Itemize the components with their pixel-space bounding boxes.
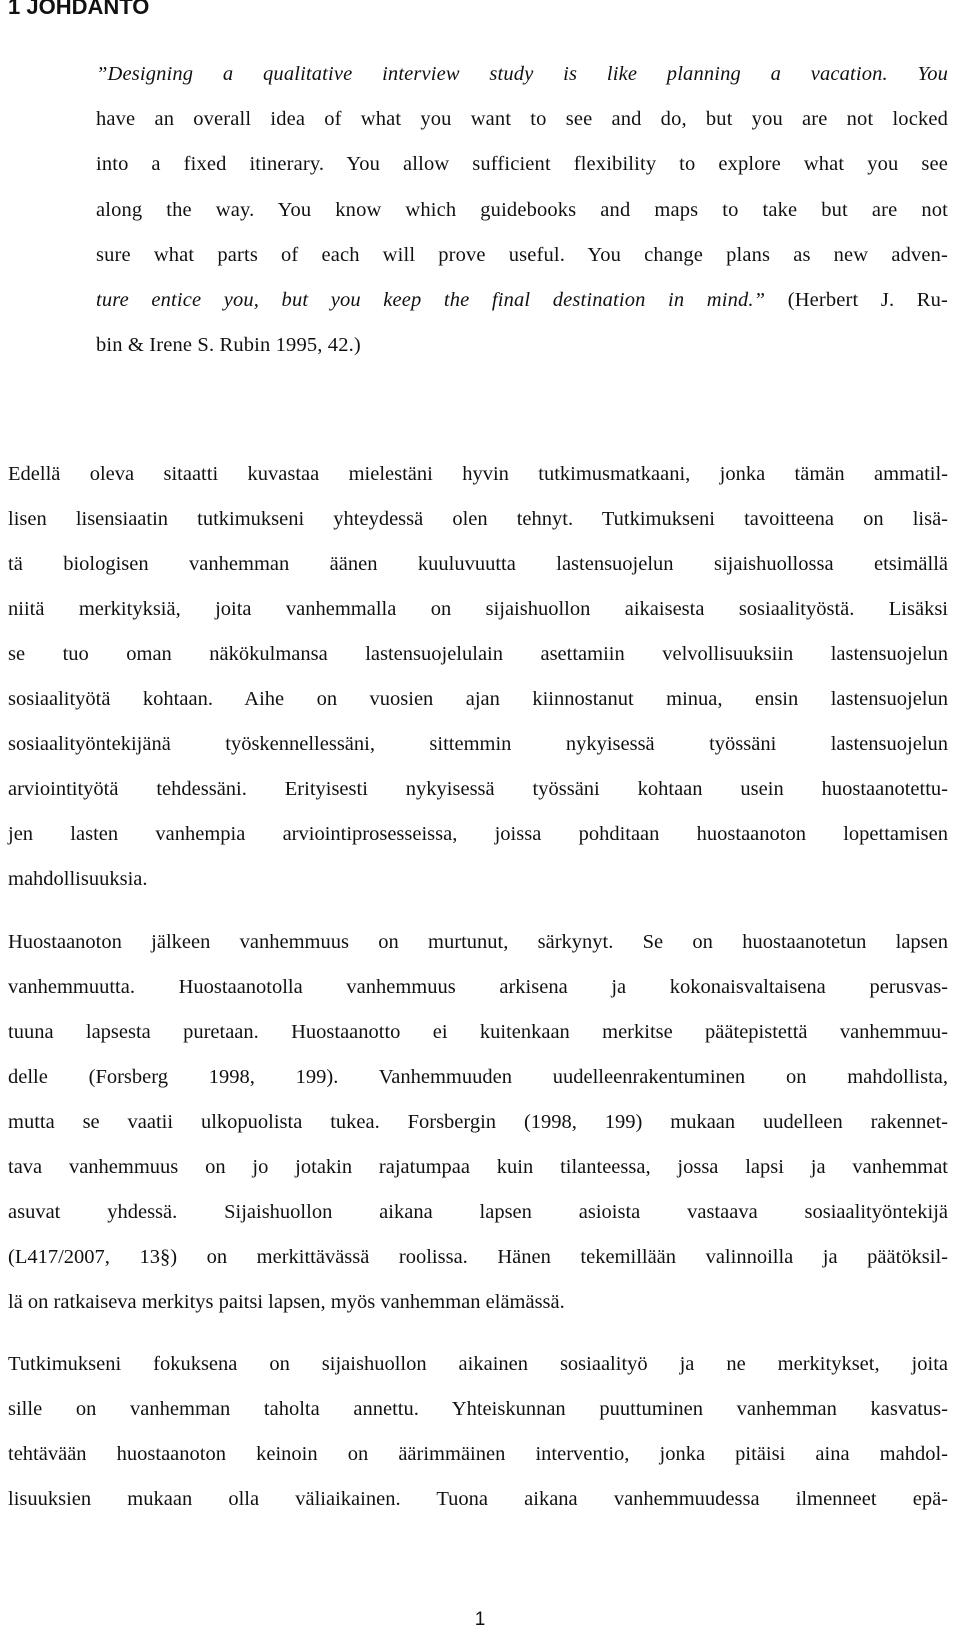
- paragraph-line: Huostaanoton jälkeen vanhemmuus on murtunut, särkynyt. Se on huostaanotetun lapsen: [8, 931, 948, 953]
- quote-text: sure what parts of each will prove useful. You change plans as new adven-: [96, 244, 948, 266]
- paragraph-line: asuvat yhdessä. Sijaishuollon aikana lapsen asioista vastaava sosiaalityöntekijä: [8, 1201, 948, 1223]
- quote-line: [96, 62, 948, 86]
- quote-text: bin & Irene S. Rubin 1995, 42.): [96, 334, 361, 356]
- paragraph-line: lä on ratkaiseva merkitys paitsi lapsen, myös vanhemman elämässä.: [8, 1291, 565, 1313]
- chapter-heading: 1 JOHDANTO: [8, 0, 150, 19]
- page-number: 1: [474, 1609, 486, 1630]
- paragraph-line: (L417/2007, 13§) on merkittävässä roolissa. Hänen tekemillään valinnoilla ja päätöksil-: [8, 1246, 948, 1268]
- quote-italic-text: ture entice you, but you keep the final destination in mind.”: [96, 289, 766, 311]
- paragraph-line: tä biologisen vanhemman äänen kuuluvuutta lastensuojelun sijaishuollossa etsimällä: [8, 553, 948, 575]
- paragraph-line: se tuo oman näkökulmansa lastensuojelulain asettamiin velvollisuuksiin lastensuojelun: [8, 643, 948, 665]
- paragraph-line: sille on vanhemman taholta annettu. Yhteiskunnan puuttuminen vanhemman kasvatus-: [8, 1398, 948, 1420]
- quote-italic-text: ”Designing a qualitative interview study is like planning a vacation. You: [96, 63, 948, 85]
- paragraph-line: tehtävään huostaanoton keinoin on äärimmäinen interventio, jonka pitäisi aina mahdol-: [8, 1443, 948, 1465]
- paragraph-line: niitä merkityksiä, joita vanhemmalla on sijaishuollon aikaisesta sosiaalityöstä. Lisäksi: [8, 598, 948, 620]
- paragraph-line: sosiaalityötä kohtaan. Aihe on vuosien ajan kiinnostanut minua, ensin lastensuojelun: [8, 688, 948, 710]
- quote-line: [96, 333, 948, 357]
- paragraph-line: delle (Forsberg 1998, 199). Vanhemmuuden uudelleenrakentuminen on mahdollista,: [8, 1066, 948, 1088]
- paragraph-line: Edellä oleva sitaatti kuvastaa mielestäni hyvin tutkimusmatkaani, jonka tämän ammatil-: [8, 463, 948, 485]
- paragraph-line: arviointityötä tehdessäni. Erityisesti nykyisessä työssäni kohtaan usein huostaanotettu-: [8, 778, 948, 800]
- paragraph-line: vanhemmuutta. Huostaanotolla vanhemmuus arkisena ja kokonaisvaltaisena perusvas-: [8, 976, 948, 998]
- paragraph-line: Tutkimukseni fokuksena on sijaishuollon aikainen sosiaalityö ja ne merkitykset, joita: [8, 1353, 948, 1375]
- quote-text: into a fixed itinerary. You allow sufficient flexibility to explore what you see: [96, 153, 948, 175]
- paragraph-line: lisen lisensiaatin tutkimukseni yhteydessä olen tehnyt. Tutkimukseni tavoitteena on lisä-: [8, 508, 948, 530]
- paragraph-line: mahdollisuuksia.: [8, 868, 148, 890]
- paragraph-line: sosiaalityöntekijänä työskennellessäni, sittemmin nykyisessä työssäni lastensuojelun: [8, 733, 948, 755]
- quote-line: [96, 152, 948, 176]
- quote-line: [96, 243, 948, 267]
- quote-text: (Herbert J. Ru-: [765, 289, 948, 311]
- paragraph-line: mutta se vaatii ulkopuolista tukea. Forsbergin (1998, 199) mukaan uudelleen rakennet-: [8, 1111, 948, 1133]
- quote-line: [96, 288, 948, 312]
- quote-line: [96, 107, 948, 131]
- paragraph-line: lisuuksien mukaan olla väliaikainen. Tuona aikana vanhemmuudessa ilmenneet epä-: [8, 1488, 948, 1510]
- paragraph-line: jen lasten vanhempia arviointiprosesseissa, joissa pohditaan huostaanoton lopettamisen: [8, 823, 948, 845]
- quote-text: along the way. You know which guidebooks and maps to take but are not: [96, 199, 948, 221]
- paragraph-line: tava vanhemmuus on jo jotakin rajatumpaa kuin tilanteessa, jossa lapsi ja vanhemmat: [8, 1156, 948, 1178]
- quote-line: [96, 198, 948, 222]
- paragraph-line: tuuna lapsesta puretaan. Huostaanotto ei kuitenkaan merkitse päätepistettä vanhemmuu-: [8, 1021, 948, 1043]
- quote-text: have an overall idea of what you want to see and do, but you are not locked: [96, 108, 948, 130]
